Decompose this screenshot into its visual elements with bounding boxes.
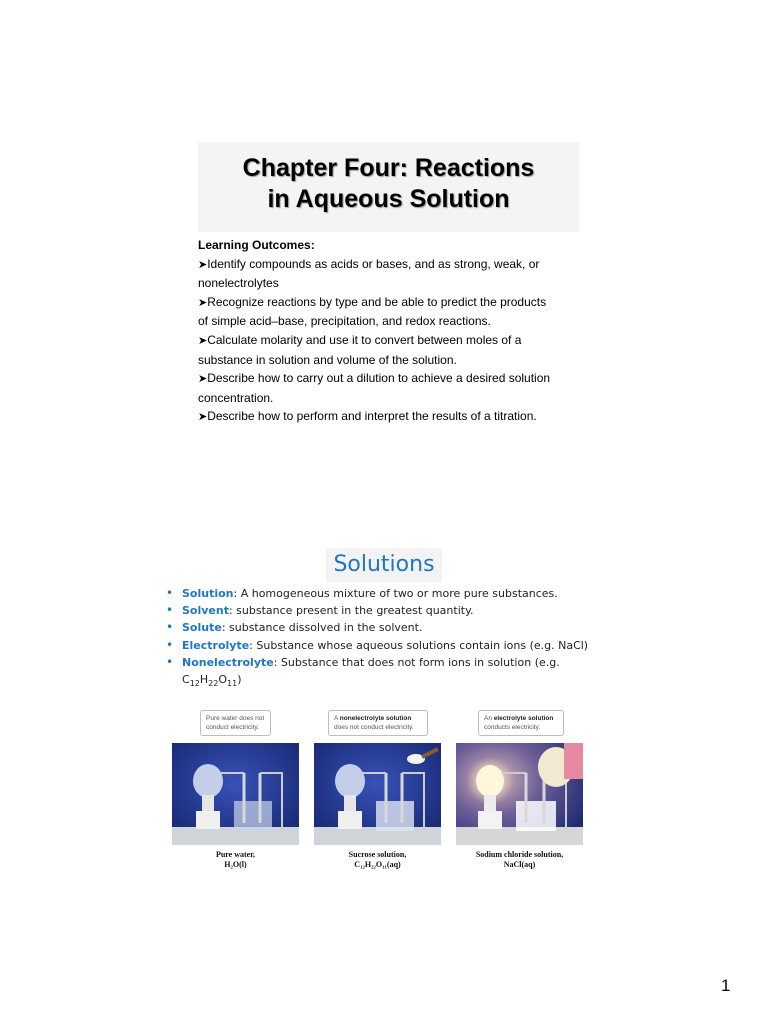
arrow-bullet-icon: ➤ xyxy=(198,296,208,309)
outcome-text: Describe how to carry out a dilution to achieve a desired solution xyxy=(207,371,551,386)
outcome-line: concentration. xyxy=(198,390,274,405)
arrow-bullet-icon: ➤ xyxy=(198,258,208,271)
outcome-text: Describe how to perform and interpret the results of a titration. xyxy=(207,409,537,424)
conductivity-photo-pure-water xyxy=(172,743,299,845)
definition-item xyxy=(166,585,626,602)
light-bulb-icon xyxy=(476,765,504,797)
outcome-line: of simple acid–base, precipitation, and redox reactions. xyxy=(198,314,491,329)
definition-text: : substance present in the greatest quantity. xyxy=(228,604,474,618)
light-bulb-icon xyxy=(335,764,365,798)
definition-term: Solute xyxy=(182,621,222,635)
beaker-icon xyxy=(516,801,556,831)
outcome-line xyxy=(198,293,578,313)
definition-term: Nonelectrolyte xyxy=(182,655,274,669)
definition-text: : Substance whose aqueous solutions contain ions (e.g. NaCl) xyxy=(249,638,589,652)
outcome-text: Recognize reactions by type and be able to predict the products xyxy=(207,294,547,309)
callout-sodium-chloride: An electrolyte solution conducts electricity. xyxy=(478,710,564,736)
definition-term: Solvent xyxy=(182,604,229,618)
outcome-line xyxy=(198,331,578,351)
arrow-bullet-icon: ➤ xyxy=(198,373,208,386)
outcome-line: substance in solution and volume of the solution. xyxy=(198,352,457,367)
caption-pure-water: Pure water, H₂O(l) xyxy=(215,850,256,869)
arrow-bullet-icon: ➤ xyxy=(198,334,208,347)
light-bulb-icon xyxy=(193,764,223,798)
definition-item xyxy=(166,602,626,619)
definitions-list xyxy=(166,585,626,692)
definition-text: : Substance that does not form ions in solution (e.g. xyxy=(273,655,560,669)
conductivity-photo-sodium-chloride xyxy=(456,743,583,845)
definition-term: Solution xyxy=(182,587,234,600)
solutions-title: Solutions xyxy=(333,552,435,577)
outcome-line xyxy=(198,255,578,275)
outcome-line xyxy=(198,407,578,427)
learning-outcomes xyxy=(198,236,578,427)
definition-item xyxy=(166,619,626,636)
conductivity-photo-sucrose xyxy=(314,743,441,845)
outcome-text: Identify compounds as acids or bases, and as strong, weak, or xyxy=(207,256,540,271)
learning-outcomes-heading: Learning Outcomes: xyxy=(198,238,315,252)
outcome-line: nonelectrolytes xyxy=(198,276,279,291)
definition-text: : A homogeneous mixture of two or more pure substances. xyxy=(233,587,558,600)
arrow-bullet-icon: ➤ xyxy=(198,411,208,424)
outcome-line xyxy=(198,369,578,389)
chapter-title-line-2: in Aqueous Solution xyxy=(267,185,510,213)
definition-text: : substance dissolved in the solvent. xyxy=(221,621,423,635)
beaker-icon xyxy=(376,801,414,831)
beaker-icon xyxy=(234,801,272,831)
caption-sodium-chloride: Sodium chloride solution, NaCl(aq) xyxy=(475,850,564,869)
callout-pure-water: Pure water does not conduct electricity. xyxy=(200,710,271,736)
chapter-title-box xyxy=(198,142,579,232)
definition-item xyxy=(166,637,626,654)
definition-term: Electrolyte xyxy=(182,638,250,652)
solutions-title-box xyxy=(326,548,442,582)
chapter-title-line-1: Chapter Four: Reactions xyxy=(242,154,535,182)
definition-item xyxy=(166,654,626,692)
sucrose-formula: $C_{12}H_{22}O_{11}$) xyxy=(182,673,242,689)
callout-sucrose: A nonelectrolyte solution does not conduct electricity. xyxy=(328,710,428,736)
caption-sucrose: Sucrose solution, C₁₂H₂₂O₁₁(aq) xyxy=(348,850,407,869)
outcome-text: Calculate molarity and use it to convert between moles of a xyxy=(207,332,522,347)
page-number: 1 xyxy=(721,976,731,995)
